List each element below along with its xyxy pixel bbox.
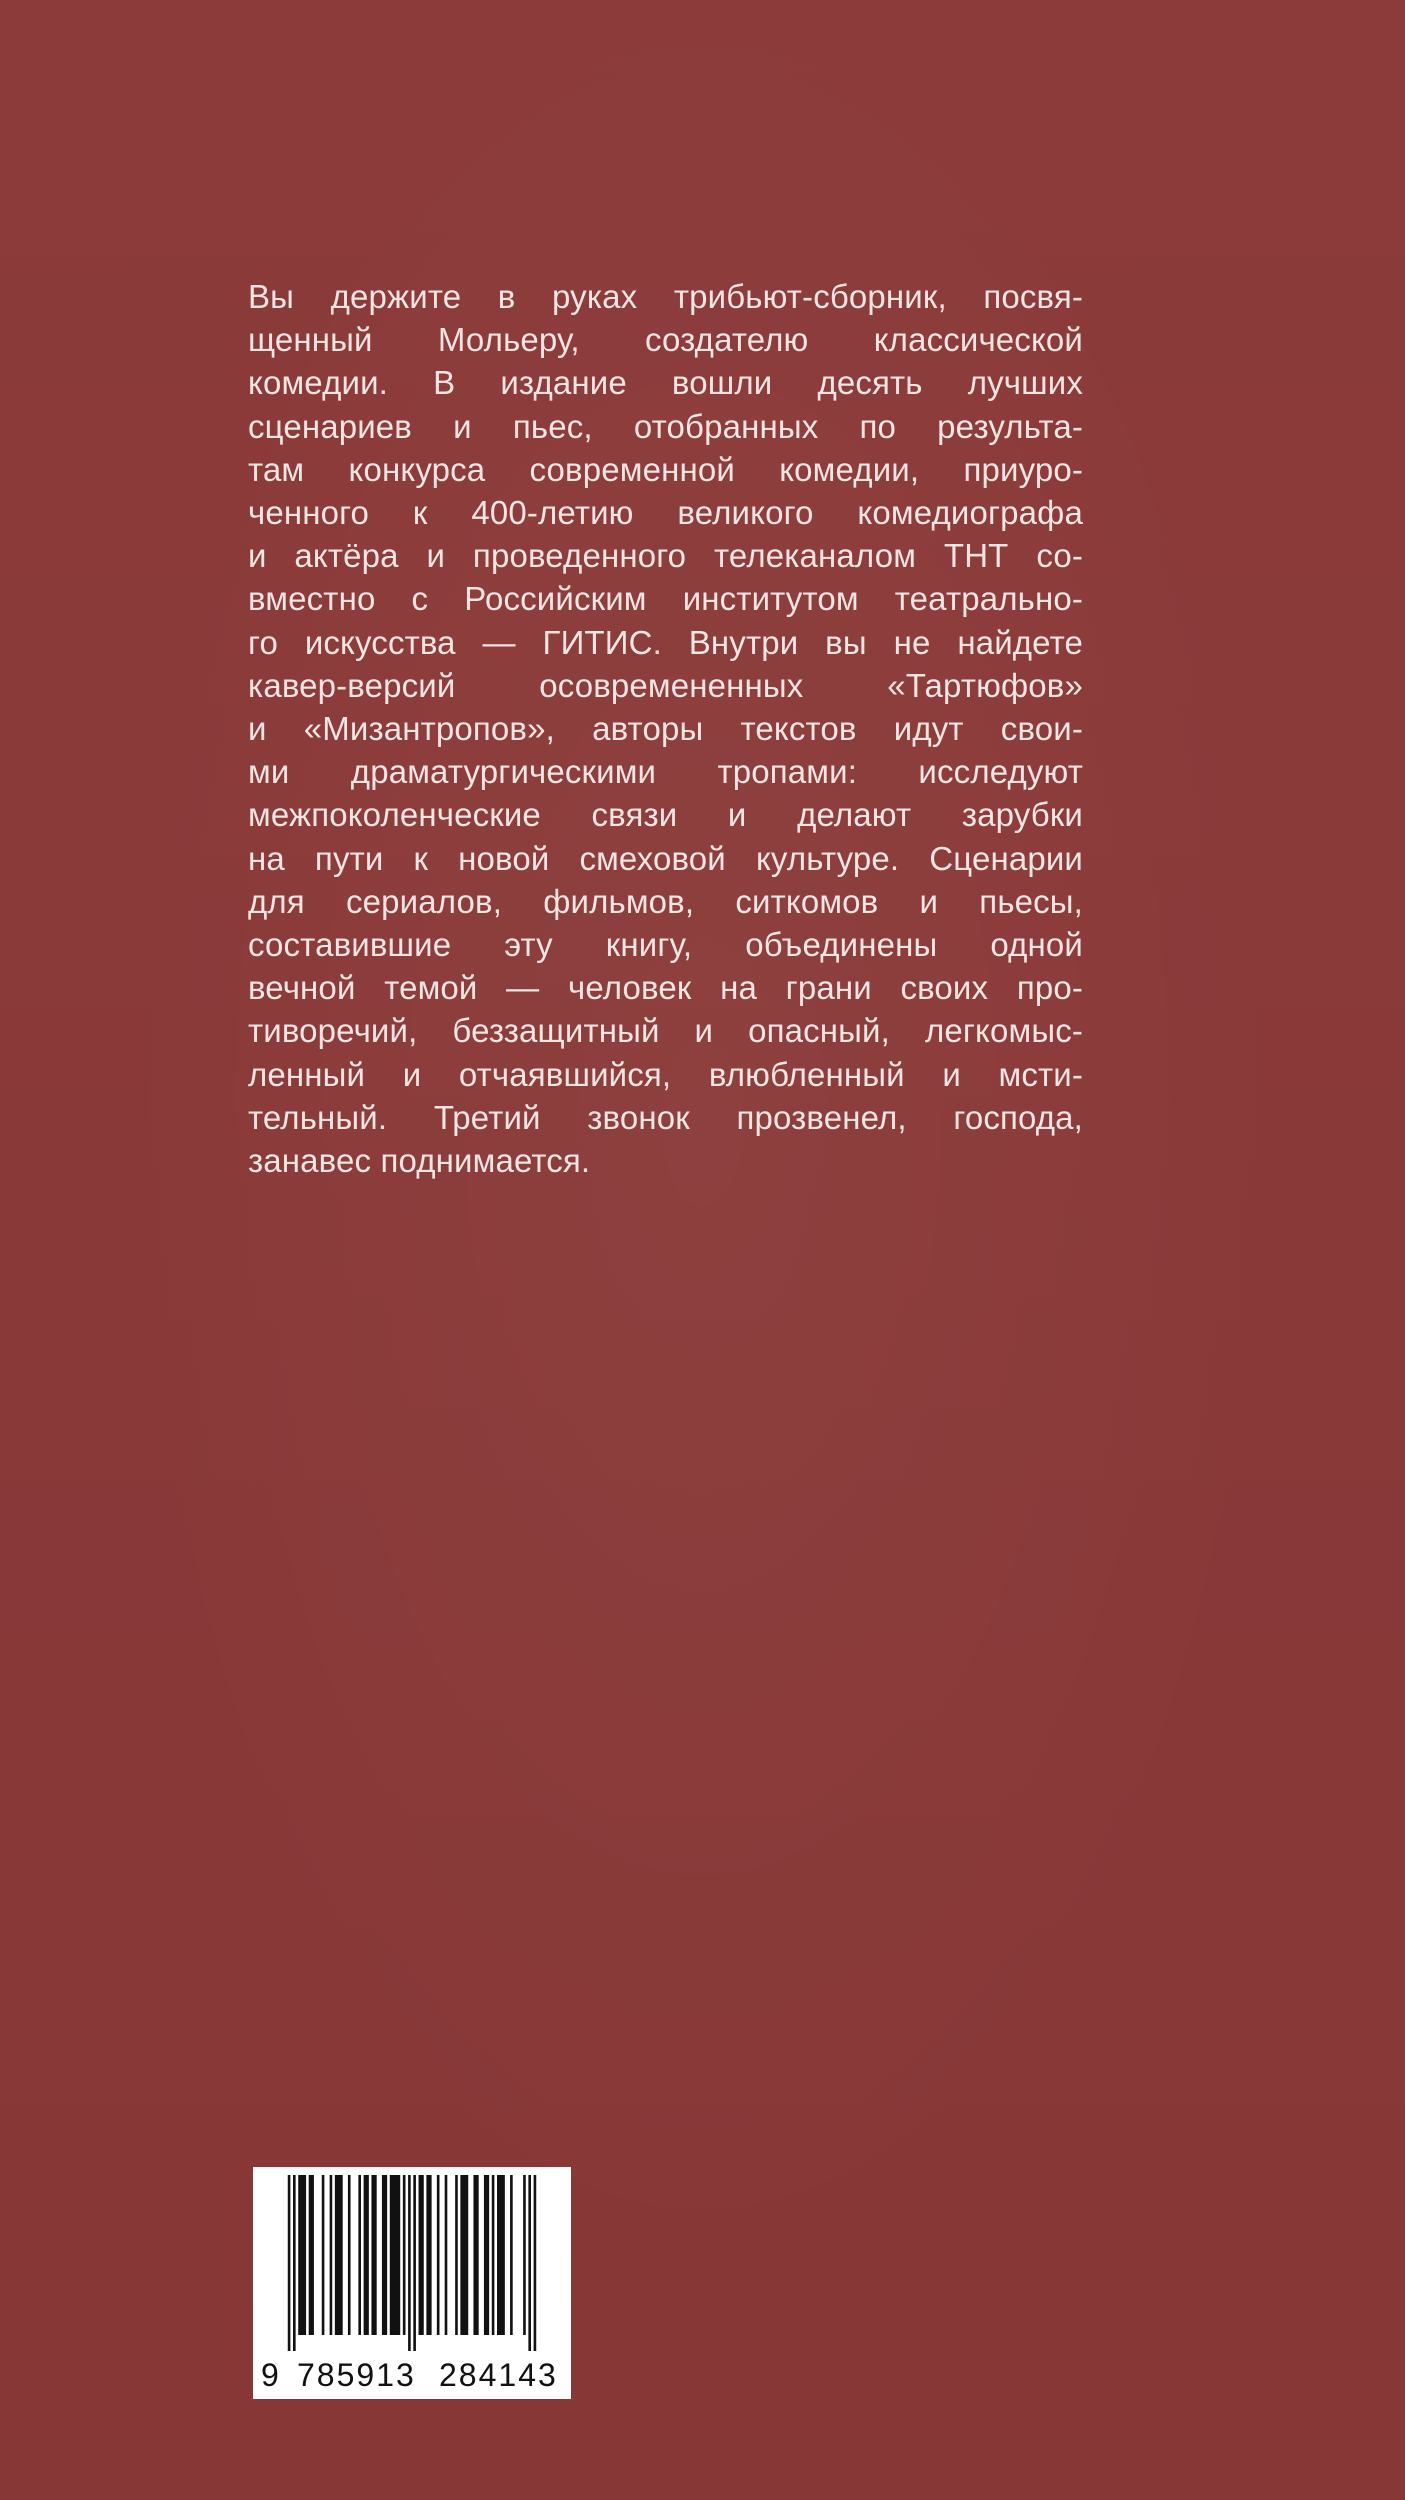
barcode-guard-bar: [288, 2175, 291, 2351]
annotation-line: Вы держите в руках трибьют-сборник, посвя-: [248, 278, 1083, 315]
annotation-line: и актёра и проведенного телеканалом ТНТ со-: [248, 537, 1083, 575]
barcode-bar: [460, 2175, 468, 2335]
isbn-barcode: [253, 2167, 571, 2399]
annotation-line: сценариев и пьес, отобранных по результа-: [248, 407, 1083, 445]
barcode-bars: [259, 2175, 565, 2351]
barcode-bar: [523, 2175, 526, 2335]
barcode-bar: [437, 2175, 440, 2335]
barcode-bar: [403, 2175, 406, 2335]
annotation-line: там конкурса современной комедии, приуро-: [248, 450, 1083, 488]
barcode-bar: [358, 2175, 361, 2335]
annotation-line: ми драматургическими тропами: исследуют: [248, 753, 1083, 791]
barcode-bar: [330, 2175, 333, 2335]
barcode-guard-bar: [413, 2175, 416, 2351]
annotation-line: для сериалов, фильмов, ситкомов и пьесы,: [248, 882, 1083, 920]
annotation-line: и «Мизантропов», авторы текстов идут свои-: [248, 710, 1083, 748]
barcode-bar: [298, 2175, 306, 2335]
barcode-digits: [261, 2355, 565, 2395]
annotation-line: ленный и отчаявшийся, влюбленный и мсти-: [248, 1055, 1083, 1093]
barcode-bar: [382, 2175, 387, 2335]
annotation-line: занавес поднимается.: [248, 1142, 591, 1180]
barcode-bar: [371, 2175, 376, 2335]
barcode-bar: [390, 2175, 400, 2335]
barcode-bar: [445, 2175, 448, 2335]
barcode-bar: [322, 2175, 325, 2335]
barcode-bar: [419, 2175, 424, 2335]
barcode-guard-bar: [293, 2175, 296, 2351]
barcode-left-group: 785913: [297, 2357, 416, 2393]
barcode-bar: [348, 2175, 351, 2335]
annotation-line: ченного к 400-летию великого комедиографа: [248, 494, 1083, 532]
barcode-bar: [497, 2175, 505, 2335]
barcode-guard-bar: [528, 2175, 531, 2351]
barcode-guard-bar: [408, 2175, 411, 2351]
annotation-line: го искусства — ГИТИС. Внутри вы не найдете: [248, 623, 1083, 661]
barcode-bar: [364, 2175, 369, 2335]
barcode-bar: [335, 2175, 343, 2335]
annotation-line: межпоколенческие связи и делают зарубки: [248, 796, 1083, 834]
barcode-right-group: 284143: [439, 2357, 558, 2393]
annotation-line: тиворечий, беззащитный и опасный, легкомыс-: [248, 1012, 1083, 1050]
barcode-first-digit: 9: [261, 2357, 279, 2393]
barcode-bar: [473, 2175, 478, 2335]
barcode-bar: [510, 2175, 513, 2335]
annotation-line: на пути к новой смеховой культуре. Сценарии: [248, 839, 1083, 877]
barcode-bar: [492, 2175, 495, 2335]
annotation-line: щенный Мольеру, создателю классической: [248, 321, 1083, 359]
annotation-line: вместно с Российским институтом театрально-: [248, 580, 1083, 618]
annotation-line: вечной темой — человек на грани своих про-: [248, 969, 1083, 1007]
annotation-line: составившие эту книгу, объединены одной: [248, 926, 1083, 964]
annotation-line: комедии. В издание вошли десять лучших: [248, 364, 1083, 402]
barcode-bar: [455, 2175, 458, 2335]
annotation-line: кавер-версий осовремененных «Тартюфов»: [248, 666, 1083, 704]
barcode-bar: [426, 2175, 431, 2335]
barcode-guard-bar: [534, 2175, 537, 2351]
annotation-line: тельный. Третий звонок прозвенел, господа,: [248, 1098, 1083, 1136]
barcode-bar: [309, 2175, 314, 2335]
annotation-text: [248, 275, 1083, 1182]
barcode-bar: [484, 2175, 489, 2335]
